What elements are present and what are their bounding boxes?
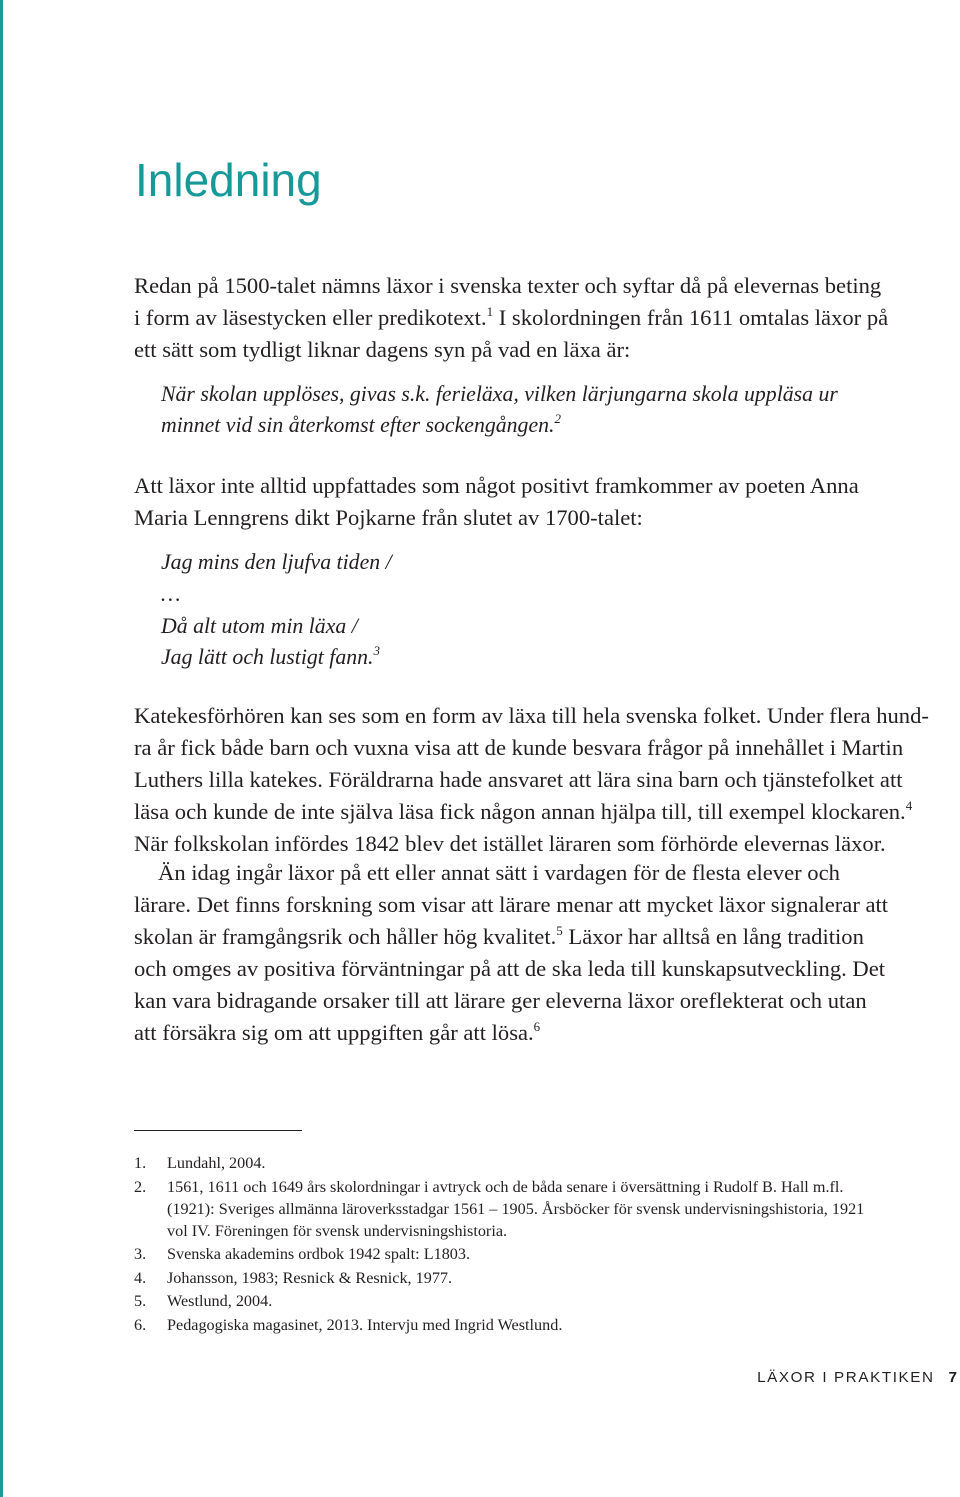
footnote-item — [134, 1152, 944, 1174]
poem-last-line — [161, 642, 661, 674]
intro-text-continued: I skolordningen från 1611 omtalas läxor på ett sätt som tydligt liknar dagens syn på vad en läxa är: — [134, 305, 889, 362]
footnote-ref-4[interactable]: 4 — [905, 798, 913, 813]
footnote-item — [134, 1243, 944, 1265]
today-paragraph — [134, 857, 960, 1049]
block-quote — [161, 379, 941, 441]
footnotes-list — [134, 1152, 944, 1337]
footnote-ref-2[interactable]: 2 — [554, 411, 561, 426]
footnote-ref-3[interactable]: 3 — [373, 643, 381, 659]
footnote-text: Svenska akademins ordbok 1942 spalt: L1803. — [167, 1245, 471, 1263]
today-text-continued: Läxor har alltså en lång tradition och omges av positiva förväntningar på att de ska leda till kunskapsutveckling. Det kan vara bidragande orsaker till att lärare ger eleverna läxor oreflekterat och utan att försäkra sig om att uppgiften går att lösa. — [134, 924, 886, 1045]
footnote-text: Westlund, 2004. — [167, 1292, 273, 1310]
footnote-text: Pedagogiska magasinet, 2013. Intervju med Ingrid Westlund. — [167, 1315, 563, 1334]
poem-line: Jag mins den ljufva tiden / — [161, 550, 392, 574]
quote-text: När skolan upplöses, givas s.k. ferieläxa, vilken lärjungarna skola uppläsa ur minnet vid sin återkomst efter sockengången. — [161, 382, 838, 437]
footnote-ref-6[interactable]: 6 — [533, 1019, 541, 1034]
running-title: LÄXOR I PRAKTIKEN — [757, 1369, 935, 1386]
today-text: Än idag ingår läxor på ett eller annat sätt i vardagen för de flesta elever och lärare. Det finns forskning som visar att lärare menar att mycket läxor signalerar att skolan är framgångsrik och håller hög kvalitet. — [134, 860, 889, 949]
poem-line: Då alt utom min läxa / — [161, 613, 358, 638]
katekes-text: Katekesförhören kan ses som en form av läxa till hela svenska folket. Under flera hund- ra år fick både barn och vuxna visa att de kunde besvara frågor på innehållet i Martin Luthers lilla katekes. Föräldrarna hade ansvaret att lära sina barn och tjänstefolket att läsa och kunde de inte själva läsa fick någon annan hjälpa till, till exempel klockaren. — [134, 703, 929, 824]
footnote-text: 1561, 1611 och 1649 års skolordningar i avtryck och de båda senare i översättning i Rudolf B. Hall m.fl. (1921): Sveriges allmänna läroverksstadgar 1561 – 1905. Årsböcker för svensk undervisningshistoria, 1921 vol IV. Föreningen för svensk undervisningshistoria. — [167, 1177, 865, 1240]
poem-quote — [161, 547, 661, 674]
footnote-number: 3. — [134, 1245, 147, 1263]
chapter-heading: Inledning — [135, 154, 322, 206]
page-edge-strip — [0, 0, 3, 1497]
footnote-item — [134, 1267, 944, 1289]
poem-ellipsis: … — [161, 581, 181, 606]
footnote-item — [134, 1314, 944, 1336]
footnote-ref-5[interactable]: 5 — [556, 923, 563, 938]
katekes-text-continued: När folkskolan infördes 1842 blev det istället läraren som förhörde elevernas läxor. — [134, 831, 886, 856]
page-footer — [757, 1369, 957, 1386]
footnote-text: Johansson, 1983; Resnick & Resnick, 1977. — [167, 1268, 453, 1287]
footnote-number: 5. — [134, 1292, 147, 1310]
page-number: 7 — [948, 1369, 957, 1386]
poem-intro-paragraph: Att läxor inte alltid uppfattades som något positivt framkommer av poeten Anna Maria Lenngrens dikt Pojkarne från slutet av 1700-talet: — [134, 473, 859, 530]
footnote-number: 2. — [134, 1177, 147, 1196]
intro-text: Redan på 1500-talet nämns läxor i svenska texter och syftar då på elevernas beting i form av läsestycken eller predikotext. — [134, 273, 882, 330]
poem-line-text: Jag lätt och lustigt fann. — [161, 645, 374, 670]
footnote-number: 1. — [134, 1154, 147, 1172]
katekes-paragraph — [134, 700, 960, 860]
footnote-item — [134, 1176, 944, 1242]
footnote-text: Lundahl, 2004. — [167, 1154, 266, 1172]
footnote-ref-1[interactable]: 1 — [486, 304, 494, 319]
intro-paragraph — [134, 270, 960, 366]
footnote-item — [134, 1290, 944, 1312]
footnote-number: 4. — [134, 1268, 147, 1287]
footnote-number: 6. — [134, 1315, 147, 1334]
footnote-divider — [134, 1130, 302, 1131]
